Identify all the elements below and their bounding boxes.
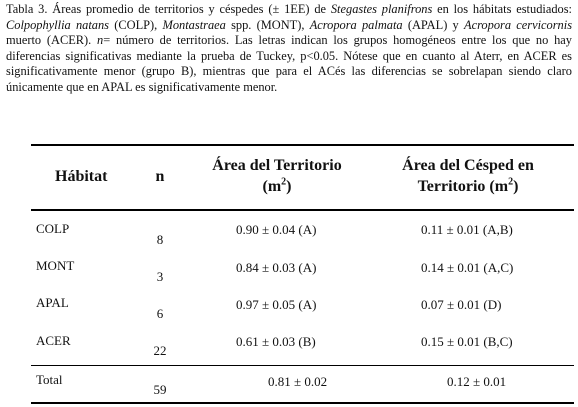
row-apal-n: 6 bbox=[156, 306, 164, 321]
table-caption: Tabla 3. Áreas promedio de territorios y céspedes (± 1EE) de Stegastes planifrons en los hábitats estudiados: Colpophyllia natans (COLP), Montastraea spp. (MONT), Acropora palmata (APAL) y Acropora cervicornis muerto (ACER). n= número de territorios. Las letras indican los grupos homogéneos entre los que no hay diferencias significativas mediante la prueba de Tuckey, p<0.05. Nótese que en cuanto al Aterr, en ACER es significativamente menor (grupo B), mientras que para el ACés las diferencias se sobrelapan siendo claro únicamente que en APAL es significativamente menor. bbox=[6, 2, 573, 94]
row-mont-habitat: MONT bbox=[36, 258, 75, 273]
header-area-cesped: Área del Césped en Territorio $(m^2)$ bbox=[402, 157, 534, 195]
caption-species-name: Montastraea bbox=[162, 17, 226, 32]
header-habitat: Hábitat bbox=[55, 168, 108, 185]
row-mont-cesped: 0.14 ± 0.01 (A,C) bbox=[421, 260, 514, 275]
header-area-territorio: Área del Territorio $(m^2)$ bbox=[212, 157, 342, 195]
row-acer-habitat: ACER bbox=[36, 333, 71, 348]
caption-species-name: Colpophyllia natans bbox=[6, 17, 109, 32]
caption-n-symbol: n bbox=[97, 33, 104, 48]
row-acer-n: 22 bbox=[153, 343, 167, 358]
row-apal-territorio: 0.97 ± 0.05 (A) bbox=[236, 297, 317, 312]
row-apal-habitat: APAL bbox=[36, 295, 69, 310]
row-colp-n: 8 bbox=[156, 232, 164, 247]
header-n: n bbox=[155, 168, 165, 185]
row-mont-n: 3 bbox=[156, 269, 164, 284]
total-label: Total bbox=[36, 372, 63, 387]
table-top-rule bbox=[31, 144, 574, 146]
table-total-rule bbox=[31, 365, 574, 366]
table-bottom-rule bbox=[31, 402, 574, 404]
row-mont-territorio: 0.84 ± 0.03 (A) bbox=[236, 260, 317, 275]
row-acer-cesped: 0.15 ± 0.01 (B,C) bbox=[421, 334, 513, 349]
total-n: 59 bbox=[153, 382, 167, 397]
table-header-rule bbox=[31, 209, 574, 211]
total-territorio: 0.81 ± 0.02 bbox=[268, 374, 328, 389]
row-acer-territorio: 0.61 ± 0.03 (B) bbox=[236, 334, 316, 349]
total-cesped: 0.12 ± 0.01 bbox=[447, 374, 507, 389]
row-apal-cesped: 0.07 ± 0.01 (D) bbox=[421, 297, 502, 312]
caption-species-name: Acropora cervicornis bbox=[464, 17, 573, 32]
caption-species-name: Stegastes planifrons bbox=[330, 2, 433, 16]
row-colp-habitat: COLP bbox=[36, 221, 70, 236]
row-colp-cesped: 0.11 ± 0.01 (A,B) bbox=[421, 222, 513, 237]
caption-species-name: Acropora palmata bbox=[309, 17, 403, 32]
row-colp-territorio: 0.90 ± 0.04 (A) bbox=[236, 222, 317, 237]
